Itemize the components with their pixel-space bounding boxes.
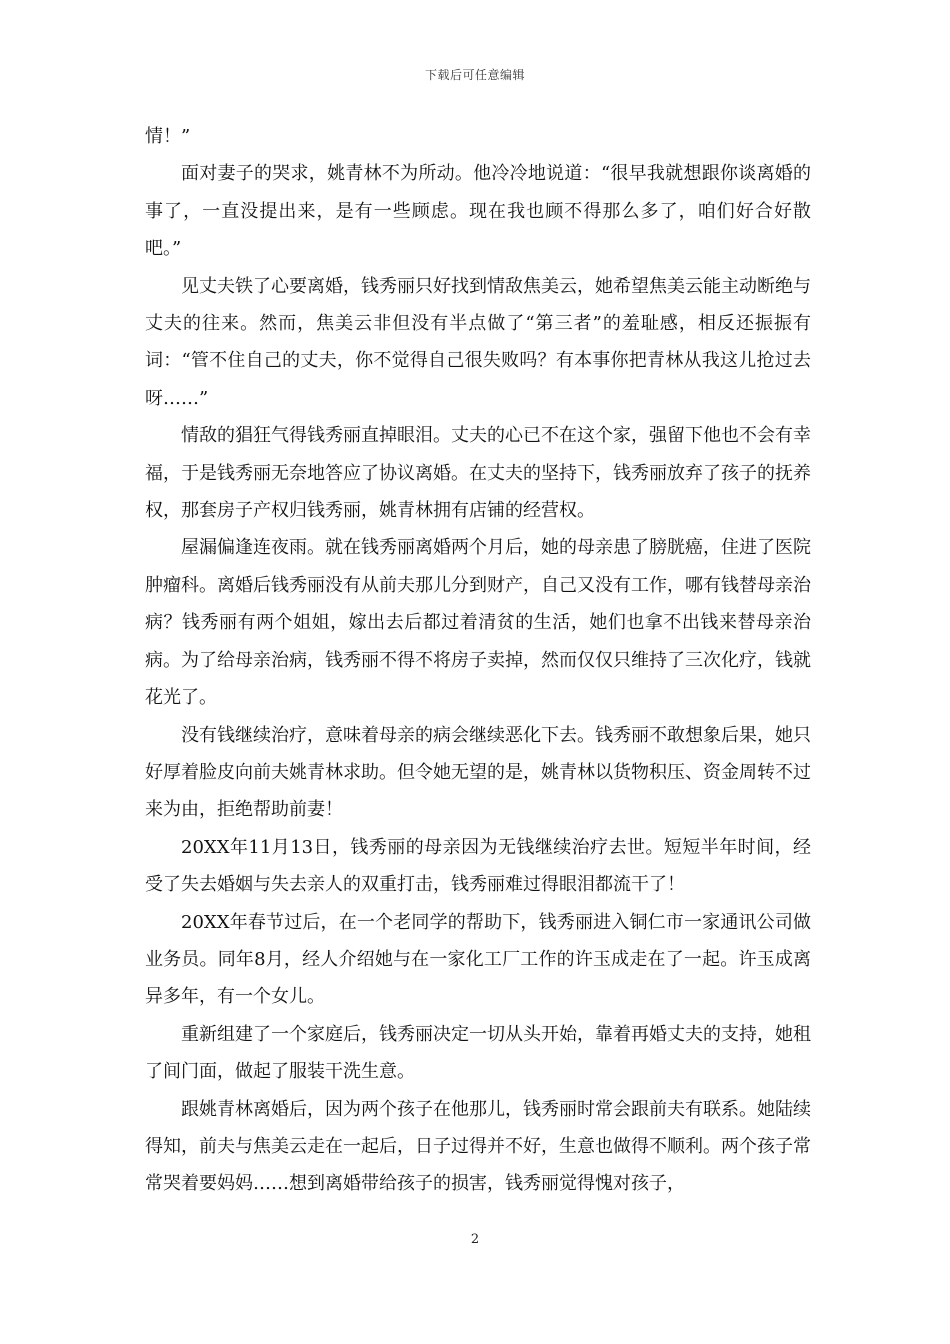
document-body <box>145 118 811 1203</box>
paragraph: 没有钱继续治疗，意味着母亲的病会继续恶化下去。钱秀丽不敢想象后果，她只好厚着脸皮向前夫姚青林求助。但令她无望的是，姚青林以货物积压、资金周转不过来为由，拒绝帮助前妻！ <box>145 724 811 821</box>
page-header: 下载后可任意编辑 <box>424 68 525 82</box>
paragraph: 面对妻子的哭求，姚青林不为所动。他冷冷地说道：“很早我就想跟你谈离婚的事了，一直没提出来，是有一些顾虑。现在我也顾不得那么多了，咱们好合好散吧。” <box>145 163 811 260</box>
paragraph: 情敌的猖狂气得钱秀丽直掉眼泪。丈夫的心已不在这个家，强留下他也不会有幸福，于是钱秀丽无奈地答应了协议离婚。在丈夫的坚持下，钱秀丽放弃了孩子的抚养权，那套房子产权归钱秀丽，姚青林拥有店铺的经营权。 <box>145 425 811 522</box>
paragraph: 跟姚青林离婚后，因为两个孩子在他那儿，钱秀丽时常会跟前夫有联系。她陆续得知，前夫与焦美云走在一起后，日子过得并不好，生意也做得不顺利。两个孩子常常哭着要妈妈……想到离婚带给孩子的损害，钱秀丽觉得愧对孩子， <box>145 1098 811 1195</box>
paragraph: 20XX年春节过后，在一个老同学的帮助下，钱秀丽进入铜仁市一家通讯公司做业务员。同年8月，经人介绍她与在一家化工厂工作的许玉成走在了一起。许玉成离异多年，有一个女儿。 <box>145 911 811 1008</box>
paragraph: 重新组建了一个家庭后，钱秀丽决定一切从头开始，靠着再婚丈夫的支持，她租了间门面，做起了服装干洗生意。 <box>145 1023 811 1083</box>
paragraph: 屋漏偏逢连夜雨。就在钱秀丽离婚两个月后，她的母亲患了膀胱癌，住进了医院肿瘤科。离婚后钱秀丽没有从前夫那儿分到财产，自己又没有工作，哪有钱替母亲治病？钱秀丽有两个姐姐，嫁出去后都过着清贫的生活，她们也拿不出钱来替母亲治病。为了给母亲治病，钱秀丽不得不将房子卖掉，然而仅仅只维持了三次化疗，钱就花光了。 <box>145 537 811 709</box>
paragraph: 20XX年11月13日，钱秀丽的母亲因为无钱继续治疗去世。短短半年时间，经受了失去婚姻与失去亲人的双重打击，钱秀丽难过得眼泪都流干了！ <box>145 836 811 896</box>
paragraph: 情！” <box>145 126 191 147</box>
paragraph: 见丈夫铁了心要离婚，钱秀丽只好找到情敌焦美云，她希望焦美云能主动断绝与丈夫的往来。然而，焦美云非但没有半点做了“第三者”的羞耻感，相反还振振有词：“管不住自己的丈夫，你不觉得自己很失败吗？有本事你把青林从我这儿抢过去呀……” <box>145 275 811 409</box>
page-number: 2 <box>470 1232 480 1247</box>
